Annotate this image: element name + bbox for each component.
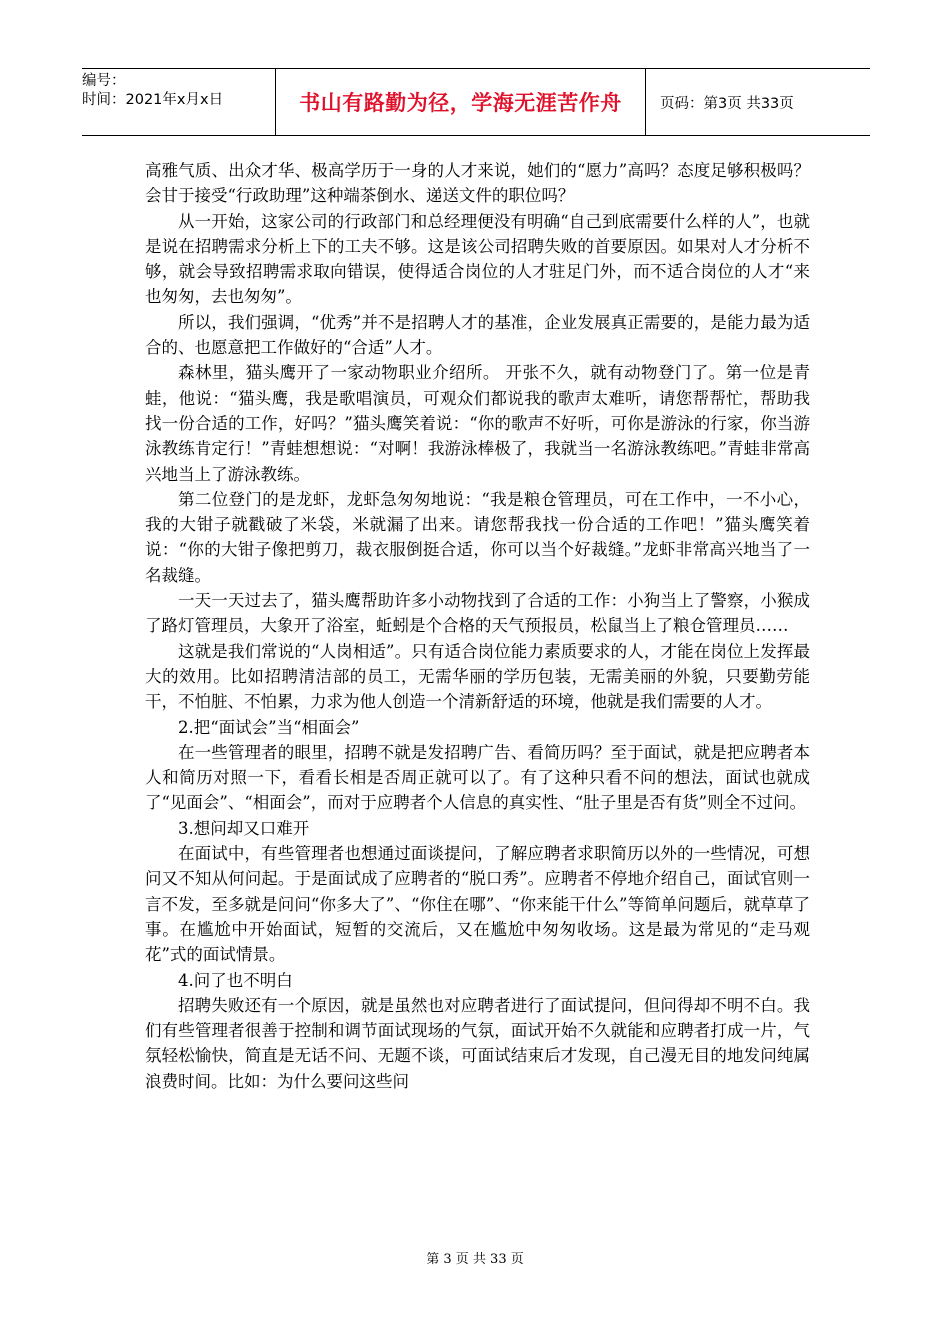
paragraph: 在面试中，有些管理者也想通过面谈提问，了解应聘者求职简历以外的一些情况，可想问又不知从何问起。于是面试成了应聘者的“脱口秀”。应聘者不停地介绍自己，面试官则一言不发，至多就是问问“你多大了”、“你住在哪”、“你来能干什么”等简单问题后，就草草了事。在尴尬中开始面试，短暂的交流后，又在尴尬中匆匆收场。这是最为常见的“走马观花”式的面试情景。	[145, 844, 810, 965]
section-heading: 2.把“面试会”当“相面会”	[178, 717, 360, 737]
document-body	[145, 158, 810, 1094]
paragraph: 一天一天过去了，猫头鹰帮助许多小动物找到了合适的工作：小狗当上了警察，小猴成了路灯管理员，大象开了浴室，蚯蚓是个合格的天气预报员，松鼠当上了粮仓管理员……	[145, 591, 810, 636]
document-number-label: 编号：	[82, 73, 126, 89]
paragraph: 在一些管理者的眼里，招聘不就是发招聘广告、看简历吗？至于面试，就是把应聘者本人和简历对照一下，看看长相是否周正就可以了。有了这种只看不问的想法，面试也就成了“见面会”、“相面会”，而对于应聘者个人信息的真实性、“肚子里是否有货”则全不过问。	[145, 742, 810, 813]
paragraph: 所以，我们强调，“优秀”并不是招聘人才的基准，企业发展真正需要的，是能力最为适合的、也愿意把工作做好的“合适”人才。	[145, 312, 810, 358]
paragraph: 招聘失败还有一个原因，就是虽然也对应聘者进行了面试提问，但问得却不明不白。我们有些管理者很善于控制和调节面试现场的气氛，面试开始不久就能和应聘者打成一片，气氛轻松愉快，简直是无话不问、无题不谈，可面试结束后才发现，自己漫无目的地发问纯属浪费时间。比如：为什么要问这些问	[145, 995, 810, 1091]
section-heading: 3.想问却又口难开	[178, 818, 310, 838]
paragraph: 这就是我们常说的“人岗相适”。只有适合岗位能力素质要求的人，才能在岗位上发挥最大的效用。比如招聘清洁部的员工，无需华丽的学历包装，无需美丽的外貌，只要勤劳能干，不怕脏、不怕累，力求为他人创造一个清新舒适的环境，他就是我们需要的人才。	[145, 641, 810, 712]
paragraph: 从一开始，这家公司的行政部门和总经理便没有明确“自己到底需要什么样的人”，也就是说在招聘需求分析上下的工夫不够。这是该公司招聘失败的首要原因。如果对人才分析不够，就会导致招聘需求取向错误，使得适合岗位的人才驻足门外，而不适合岗位的人才“来也匆匆，去也匆匆”。	[145, 211, 810, 307]
paragraph: 高雅气质、出众才华、极高学历于一身的人才来说，她们的“愿力”高吗？态度足够积极吗？会甘于接受“行政助理”这种端茶倒水、递送文件的职位吗？	[145, 161, 810, 206]
header-motto-cell	[276, 69, 646, 135]
header-page-info: 页码：第3页 共33页	[660, 95, 794, 112]
paragraph: 第二位登门的是龙虾，龙虾急匆匆地说：“我是粮仓管理员，可在工作中，一不小心，我的大钳子就戳破了米袋，米就漏了出来。请您帮我找一份合适的工作吧！”猫头鹰笑着说：“你的大钳子像把剪刀，裁衣服倒挺合适，你可以当个好裁缝。”龙虾非常高兴地当了一名裁缝。	[145, 489, 810, 585]
paragraph: 森林里，猫头鹰开了一家动物职业介绍所。 开张不久，就有动物登门了。第一位是青蛙，他说：“猫头鹰，我是歌唱演员，可观众们都说我的歌声太难听，请您帮帮忙，帮助我找一份合适的工作，好吗？”猫头鹰笑着说：“你的歌声不好听，可你是游泳的行家，你当游泳教练肯定行！”青蛙想想说：“对啊！我游泳棒极了，我就当一名游泳教练吧。”青蛙非常高兴地当上了游泳教练。	[145, 363, 810, 484]
document-time: 时间：2021年x月x日	[82, 92, 224, 108]
header-motto: 书山有路勤为径，学海无涯苦作舟	[299, 91, 622, 115]
header-meta	[82, 69, 276, 135]
page-footer: 第 3 页 共 33 页	[426, 1252, 524, 1267]
page-header	[82, 68, 870, 136]
section-heading: 4.问了也不明白	[178, 970, 293, 990]
